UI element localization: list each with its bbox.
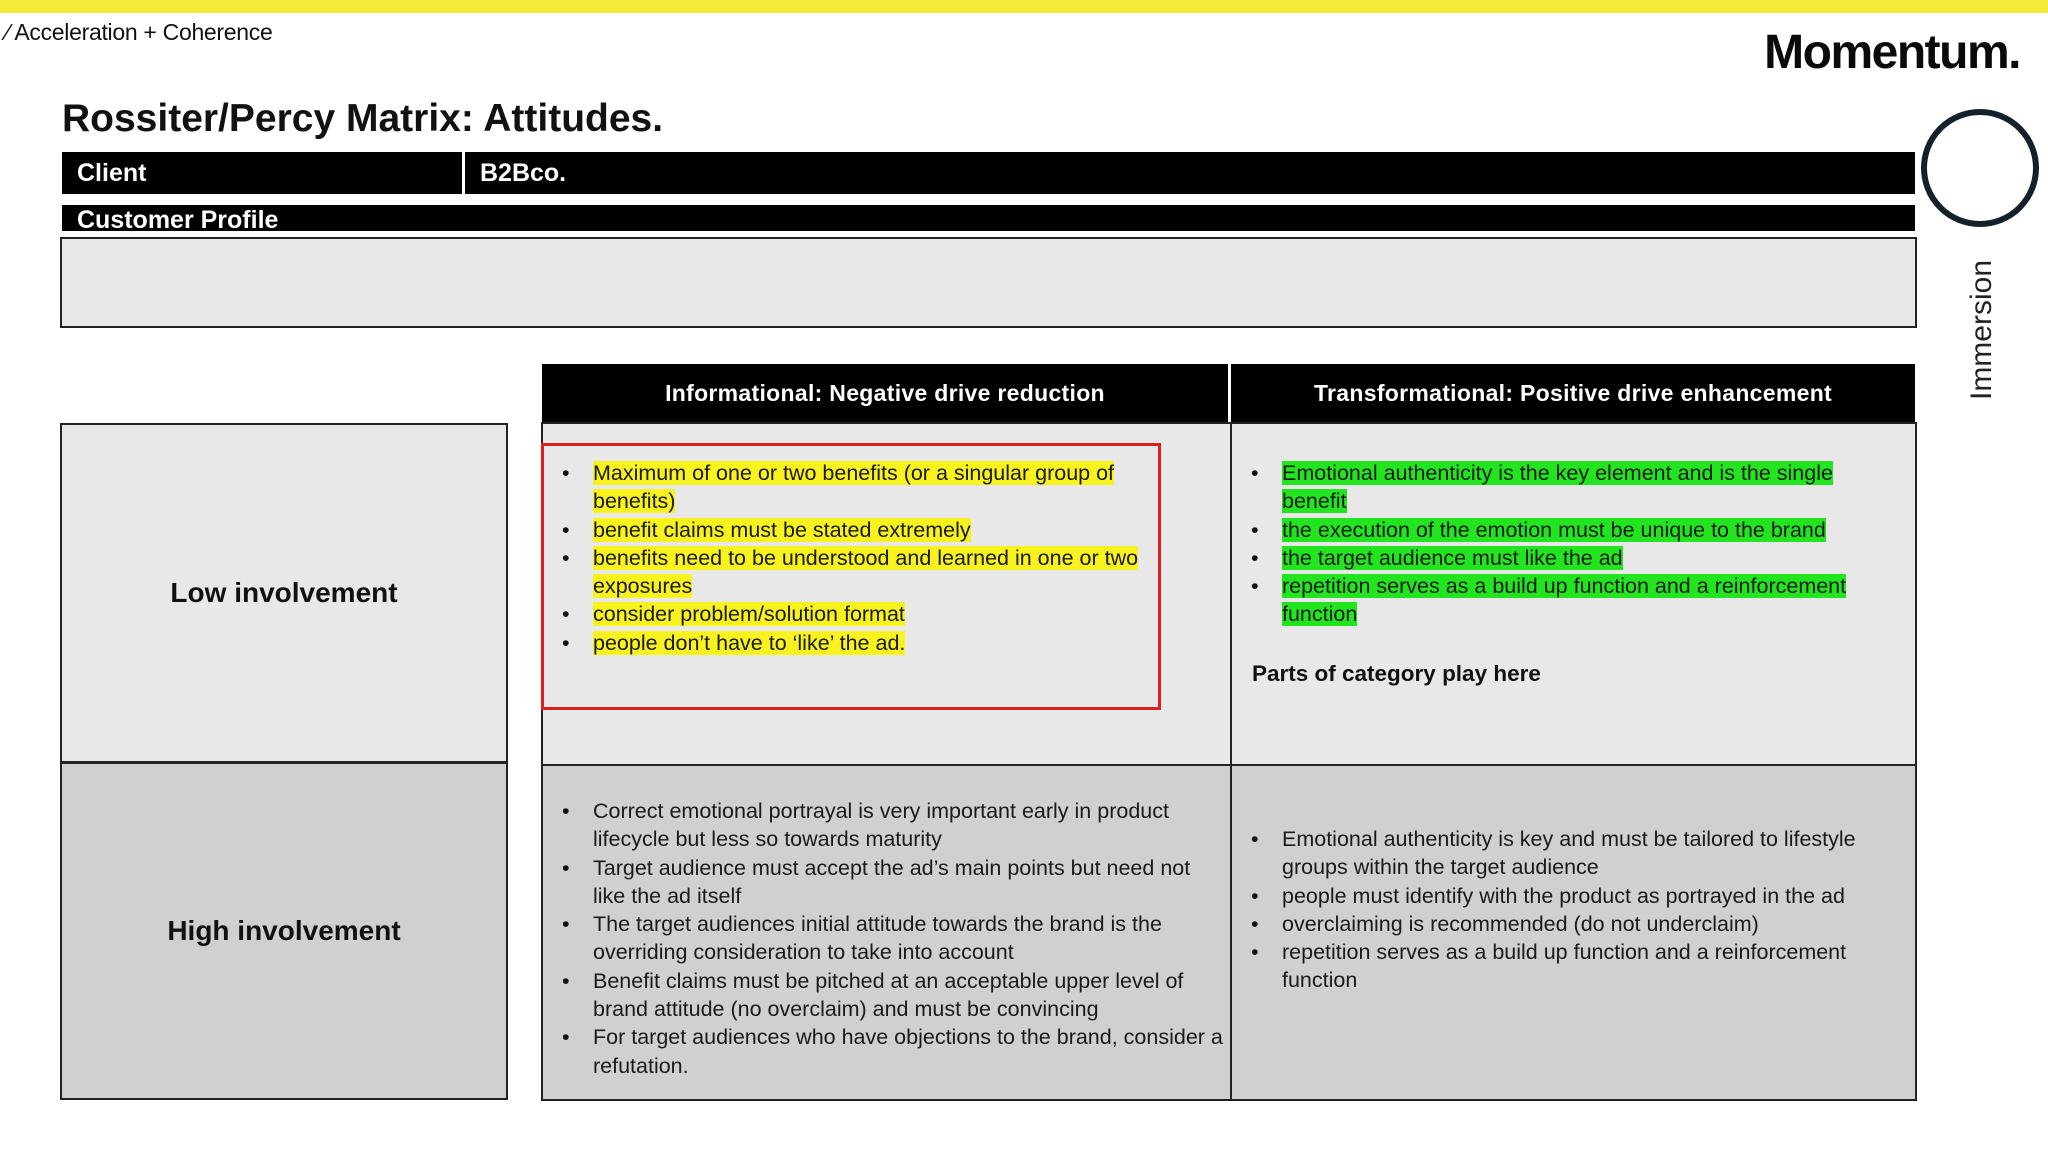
side-label: Immersion: [1965, 259, 1998, 401]
list-item: [1242, 516, 1882, 544]
list-item: [1242, 572, 1882, 629]
matrix-grid: [541, 422, 1917, 1101]
highlighted-text: people don’t have to ‘like’ the ad.: [593, 630, 906, 655]
bullet-list: [1242, 459, 1882, 629]
list-item: • Benefit claims must be pitched at an acceptable upper level of brand attitude (no overclaim) and must be convincing: [553, 967, 1223, 1024]
circle-icon: [1921, 109, 2039, 227]
list-item: • Target audience must accept the ad’s main points but need not like the ad itself: [553, 854, 1223, 911]
cell-low-transformational: [1232, 424, 1915, 764]
customer-profile-label: Customer Profile: [77, 206, 279, 231]
list-item: [553, 600, 1178, 628]
list-item: • overclaiming is recommended (do not underclaim): [1242, 910, 1902, 938]
divider: [543, 764, 1915, 766]
highlighted-text: Maximum of one or two benefits (or a singular group of benefits): [593, 461, 1115, 514]
list-item: [1242, 544, 1882, 572]
column-header-informational: Informational: Negative drive reduction: [542, 364, 1228, 422]
cell-high-transformational: [1232, 766, 1915, 1099]
divider: [462, 152, 465, 194]
list-item: [553, 629, 1178, 657]
row-label-low-involvement: [60, 423, 508, 763]
bullet-list: [553, 797, 1223, 1080]
customer-profile-field[interactable]: [60, 237, 1917, 328]
client-value: B2Bco.: [480, 159, 567, 187]
highlighted-text: benefits need to be understood and learned in one or two exposures: [593, 545, 1139, 599]
row-label-text: High involvement: [167, 915, 401, 946]
client-row: [62, 152, 1915, 194]
list-item: • Correct emotional portrayal is very important early in product lifecycle but less so towards maturity: [553, 797, 1223, 854]
bullet-list: [553, 459, 1178, 657]
highlighted-text: Emotional authenticity is the key element and is the single benefit: [1282, 461, 1833, 514]
divider: [1230, 424, 1232, 1099]
client-label: Client: [77, 159, 147, 187]
list-item: • repetition serves as a build up function and a reinforcement function: [1242, 938, 1902, 995]
row-label-text: Low involvement: [170, 577, 398, 608]
list-item: • Emotional authenticity is key and must be tailored to lifestyle groups within the target audience: [1242, 825, 1902, 882]
highlighted-text: the target audience must like the ad: [1282, 545, 1623, 570]
list-item: [553, 544, 1178, 601]
cell-high-informational: [543, 766, 1230, 1099]
highlighted-text: the execution of the emotion must be unique to the brand: [1282, 517, 1826, 542]
cell-low-informational: [543, 424, 1230, 764]
top-accent-bar: [0, 0, 2048, 13]
highlighted-text: benefit claims must be stated extremely: [593, 517, 971, 542]
row-label-high-involvement: [60, 762, 508, 1100]
list-item: • The target audiences initial attitude towards the brand is the overriding consideration to take into account: [553, 910, 1223, 967]
list-item: • For target audiences who have objections to the brand, consider a refutation.: [553, 1023, 1223, 1080]
highlighted-text: repetition serves as a build up function and a reinforcement function: [1282, 574, 1847, 627]
customer-profile-header: [62, 205, 1915, 231]
tagline: ∕ Acceleration + Coherence: [0, 14, 280, 50]
bullet-list: [1242, 825, 1902, 995]
brand-logo: Momentum.: [1764, 26, 2020, 79]
list-item: [553, 459, 1178, 516]
list-item: [553, 516, 1178, 544]
column-header-transformational: Transformational: Positive drive enhancement: [1231, 364, 1915, 422]
category-note: Parts of category play here: [1252, 661, 1541, 686]
page-title: Rossiter/Percy Matrix: Attitudes.: [62, 97, 664, 140]
list-item: • people must identify with the product as portrayed in the ad: [1242, 882, 1902, 910]
list-item: [1242, 459, 1882, 516]
highlighted-text: consider problem/solution format: [593, 602, 905, 627]
